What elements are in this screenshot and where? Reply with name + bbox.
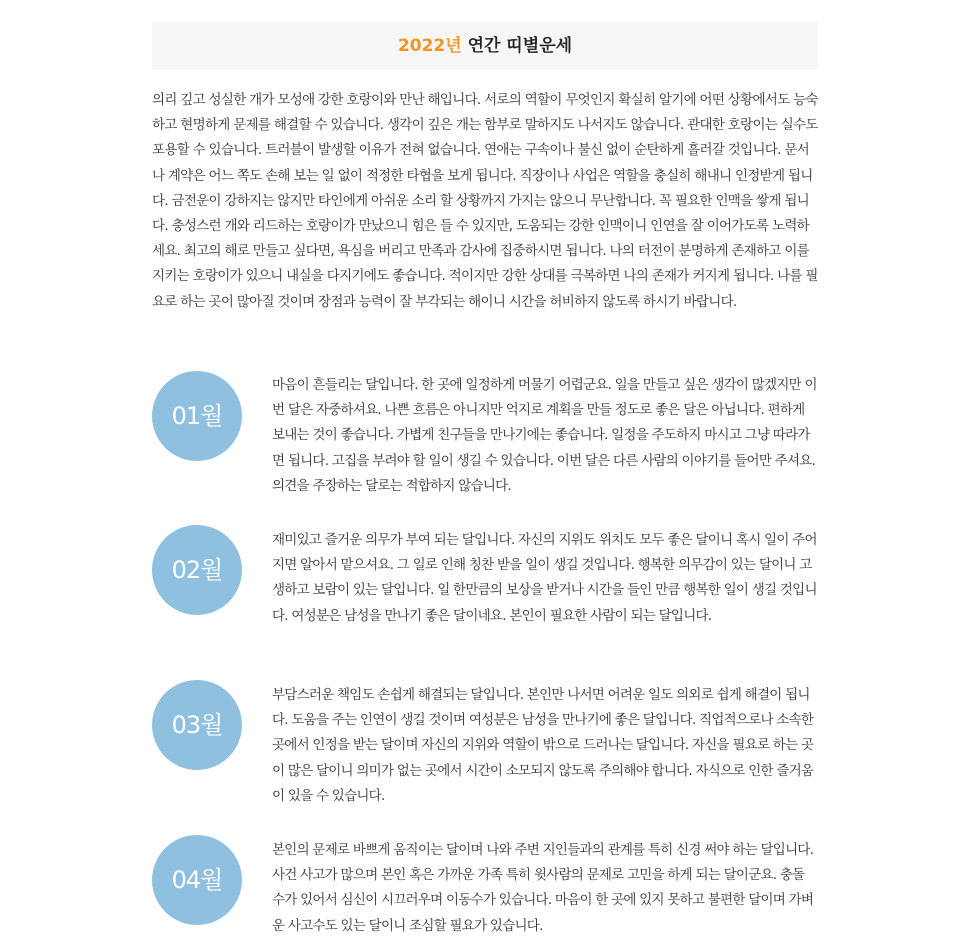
- month-description: 재미있고 즐거운 의무가 부여 되는 달입니다. 자신의 지위도 위치도 모두 좋은 달이니 혹시 일이 주어지면 알아서 맡으셔요. 그 일로 인해 칭찬 받을 일이 생길 것입니다. 행복한 의무감이 있는 달이니 고생하고 보람이 있는 달입니다. 일 한만큼의 보상을 받거나 시간을 들인 만큼 행복한 일이 생길 것입니다. 여성분은 남성을 만나기 좋은 달이네요. 본인이 필요한 사람이 되는 달입니다.: [272, 532, 817, 624]
- month-badge: 01월: [152, 371, 242, 461]
- month-description: 본인의 문제로 바쁘게 움직이는 달이며 나와 주변 지인들과의 관계를 특히 신경 써야 하는 달입니다. 사건 사고가 많으며 본인 혹은 가까운 가족 특히 윗사람의 문제로 고민을 하게 되는 달이군요. 충돌 수가 있어서 심신이 시끄러우며 이동수가 있습니다. 마음이 한 곳에 있지 못하고 불편한 달이며 가벼운 사고수도 있는 달이니 조심할 필요가 있습니다.: [272, 842, 814, 934]
- month-description: 부담스러운 책임도 손쉽게 해결되는 달입니다. 본인만 나서면 어려운 일도 의외로 쉽게 해결이 됩니다. 도움을 주는 인연이 생길 것이며 여성분은 남성을 만나기에 좋은 달입니다. 직업적으로나 소속한 곳에서 인정을 받는 달이며 자신의 지위와 역할이 밖으로 드러나는 달입니다. 자신을 필요로 하는 곳이 많은 달이니 의미가 없는 곳에서 시간이 소모되지 않도록 주의해야 합니다. 자식으로 인한 즐거움이 있을 수 있습니다.: [272, 687, 814, 804]
- month-badge: 02월: [152, 525, 242, 615]
- month-badge: 04월: [152, 835, 242, 925]
- month-description: 마음이 흔들리는 달입니다. 한 곳에 일정하게 머물기 어렵군요. 일을 만들고 싶은 생각이 많겠지만 이번 달은 자중하셔요. 나쁜 흐름은 아니지만 억지로 계획을 만들 정도로 좋은 달은 아닙니다. 편하게 보내는 것이 좋습니다. 가볍게 친구들을 만나기에는 좋습니다. 일정을 주도하지 마시고 그냥 따라가면 됩니다. 고집을 부려야 할 일이 생길 수 있습니다. 이번 달은 다른 사람의 이야기를 들어만 주셔요. 의견을 주장하는 달로는 적합하지 않습니다.: [272, 377, 817, 494]
- month-badge: 03월: [152, 680, 242, 770]
- title-text: 연간 띠별운세: [467, 36, 573, 56]
- yearly-summary: 의리 깊고 성실한 개가 모성애 강한 호랑이와 만난 해입니다. 서로의 역할이 무엇인지 확실히 알기에 어떤 상황에서도 능숙하고 현명하게 문제를 해결할 수 있습니다. 생각이 깊은 개는 함부로 말하지도 나서지도 않습니다. 관대한 호랑이는 실수도 포용할 수 있습니다. 트러블이 발생할 이유가 전혀 없습니다. 연애는 구속이나 불신 없이 순탄하게 흘러갈 것입니다. 문서나 계약은 어느 쪽도 손해 보는 일 없이 적정한 타협을 보게 됩니다. 직장이나 사업은 역할을 충실히 해내니 인정받게 됩니다. 금전운이 강하지는 않지만 타인에게 아쉬운 소리 할 상황까지 가지는 않으니 무난합니다. 꼭 필요한 인맥을 쌓게 됩니다. 충성스런 개와 리드하는 호랑이가 만났으니 힘은 들 수 있지만, 도움되는 강한 인맥이니 인연을 잘 이어가도록 노력하세요. 최고의 해로 만들고 싶다면, 욕심을 버리고 만족과 감사에 집중하시면 됩니다. 나의 터전이 분명하게 존재하고 이를 지키는 호랑이가 있으니 내실을 다지기에도 좋습니다. 적이지만 강한 상대를 극복하면 나의 존재가 커지게 됩니다. 나를 필요로 하는 곳이 많아질 것이며 장점과 능력이 잘 부각되는 해이니 시간을 허비하지 않도록 하시기 바랍니다.: [152, 92, 818, 310]
- page-title: [152, 22, 818, 70]
- title-year: 2022년: [397, 36, 462, 56]
